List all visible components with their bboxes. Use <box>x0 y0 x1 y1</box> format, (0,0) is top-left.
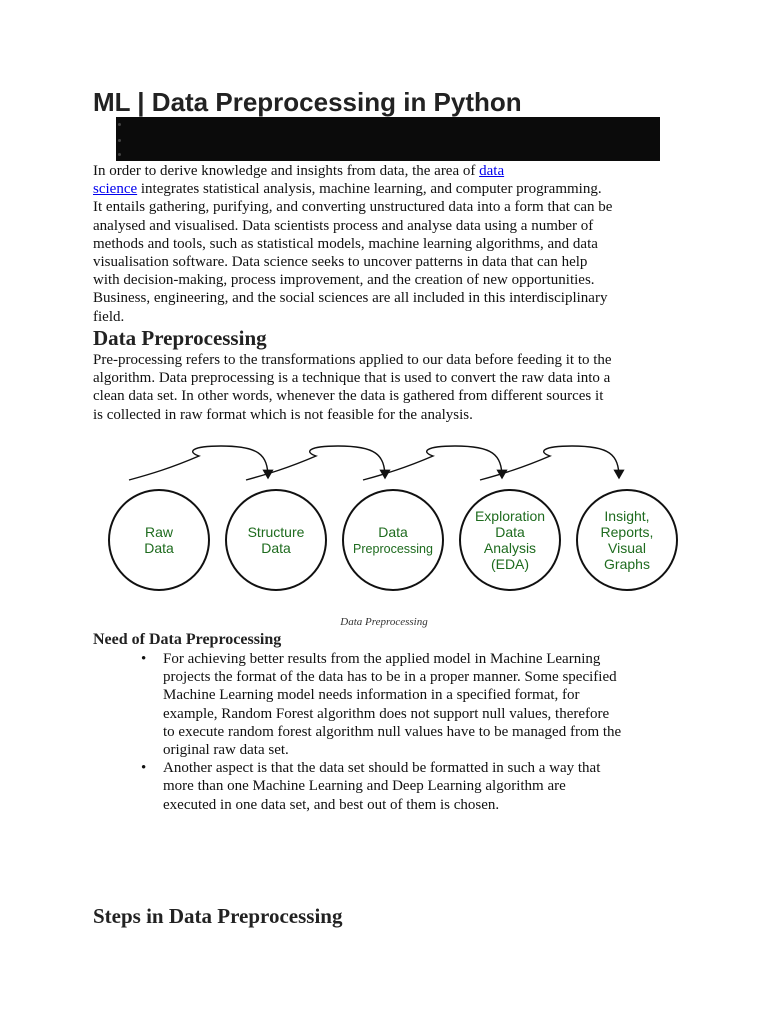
intro-line: analysed and visualised. Data scientists process and analyse data using a number of <box>93 217 594 234</box>
need-bullet-list <box>93 650 693 814</box>
ad-banner[interactable] <box>116 117 660 161</box>
diagram-node <box>226 490 326 590</box>
preprocessing-line: is collected in raw format which is not feasible for the analysis. <box>93 406 473 423</box>
diagram-caption: Data Preprocessing <box>340 616 428 628</box>
diagram-node-label: Structure <box>247 524 305 540</box>
bullet-icon: • <box>141 760 147 777</box>
diagram-node <box>343 490 443 590</box>
diagram-node <box>577 490 677 590</box>
diagram-node-label: Preprocessing <box>353 542 433 556</box>
diagram-node <box>460 490 560 590</box>
diagram-node-label: Data <box>495 524 525 540</box>
preprocessing-line: Pre-processing refers to the transformations applied to our data before feeding it to the <box>93 352 612 368</box>
intro-line: In order to derive knowledge and insights from data, the area of data <box>93 163 505 179</box>
banner-dot <box>118 123 121 126</box>
pipeline-diagram <box>100 438 690 600</box>
intro-line: It entails gathering, purifying, and converting unstructured data into a form that can be <box>93 199 613 216</box>
diagram-node <box>109 490 209 590</box>
data-science-link-part2[interactable]: science <box>93 181 138 198</box>
intro-line: science integrates statistical analysis, machine learning, and computer programming. <box>93 181 602 198</box>
intro-paragraph <box>93 162 683 326</box>
data-science-link-part1[interactable]: data <box>479 163 505 179</box>
preprocessing-line: algorithm. Data preprocessing is a technique that is used to convert the raw data into a <box>93 370 611 387</box>
intro-line: methods and tools, such as statistical models, machine learning algorithms, and data <box>93 235 598 252</box>
intro-line: field. <box>93 308 125 325</box>
diagram-node-label: Data <box>144 540 174 556</box>
diagram-node-label: Exploration <box>474 508 546 524</box>
intro-line: with decision-making, process improvement, and the creation of new opportunities. <box>93 272 595 289</box>
diagram-node-label: Visual <box>608 540 646 556</box>
banner-dot <box>118 153 121 156</box>
diagram-arrow <box>129 446 268 480</box>
section-heading-need-of-preprocessing: Need of Data Preprocessing <box>93 631 282 648</box>
diagram-arrow <box>246 446 385 480</box>
diagram-node-label: (EDA) <box>490 556 530 572</box>
diagram-node-label: Graphs <box>604 556 650 572</box>
diagram-node-label: Insight, <box>604 508 650 524</box>
banner-dot <box>118 139 121 142</box>
diagram-node-label: Data <box>378 524 408 540</box>
section-heading-steps: Steps in Data Preprocessing <box>93 904 343 928</box>
diagram-arrow <box>363 446 502 480</box>
intro-line: visualisation software. Data science seeks to uncover patterns in data that can help <box>93 254 588 271</box>
diagram-node-label: Raw <box>144 524 174 540</box>
intro-line: Business, engineering, and the social sciences are all included in this interdisciplinary <box>93 290 608 307</box>
section-heading-data-preprocessing: Data Preprocessing <box>93 326 267 350</box>
diagram-arrow <box>480 446 619 480</box>
preprocessing-line: clean data set. In other words, whenever the data is gathered from different sources it <box>93 388 604 405</box>
list-item: • Another aspect is that the data set should be formatted in such a way that more than one Machine Learning and Deep Learning algorithm are executed in one data set, and best out of them is chosen. <box>141 760 601 813</box>
preprocessing-paragraph <box>93 351 683 424</box>
diagram-node-label: Data <box>261 540 291 556</box>
diagram-node-label: Analysis <box>483 540 537 556</box>
list-item: • For achieving better results from the applied model in Machine Learning projects the format of the data has to be in a proper manner. Some specified Machine Learning model needs information in a specified format, for example, Random Forest algorithm does not support null values, therefore to execute random forest algorithm null values have to be managed from the original raw data set. <box>141 651 622 759</box>
page-title: ML | Data Preprocessing in Python <box>93 87 522 117</box>
diagram-node-label: Reports, <box>600 524 654 540</box>
bullet-icon: • <box>141 651 147 667</box>
diagram-node-circle <box>343 490 443 590</box>
